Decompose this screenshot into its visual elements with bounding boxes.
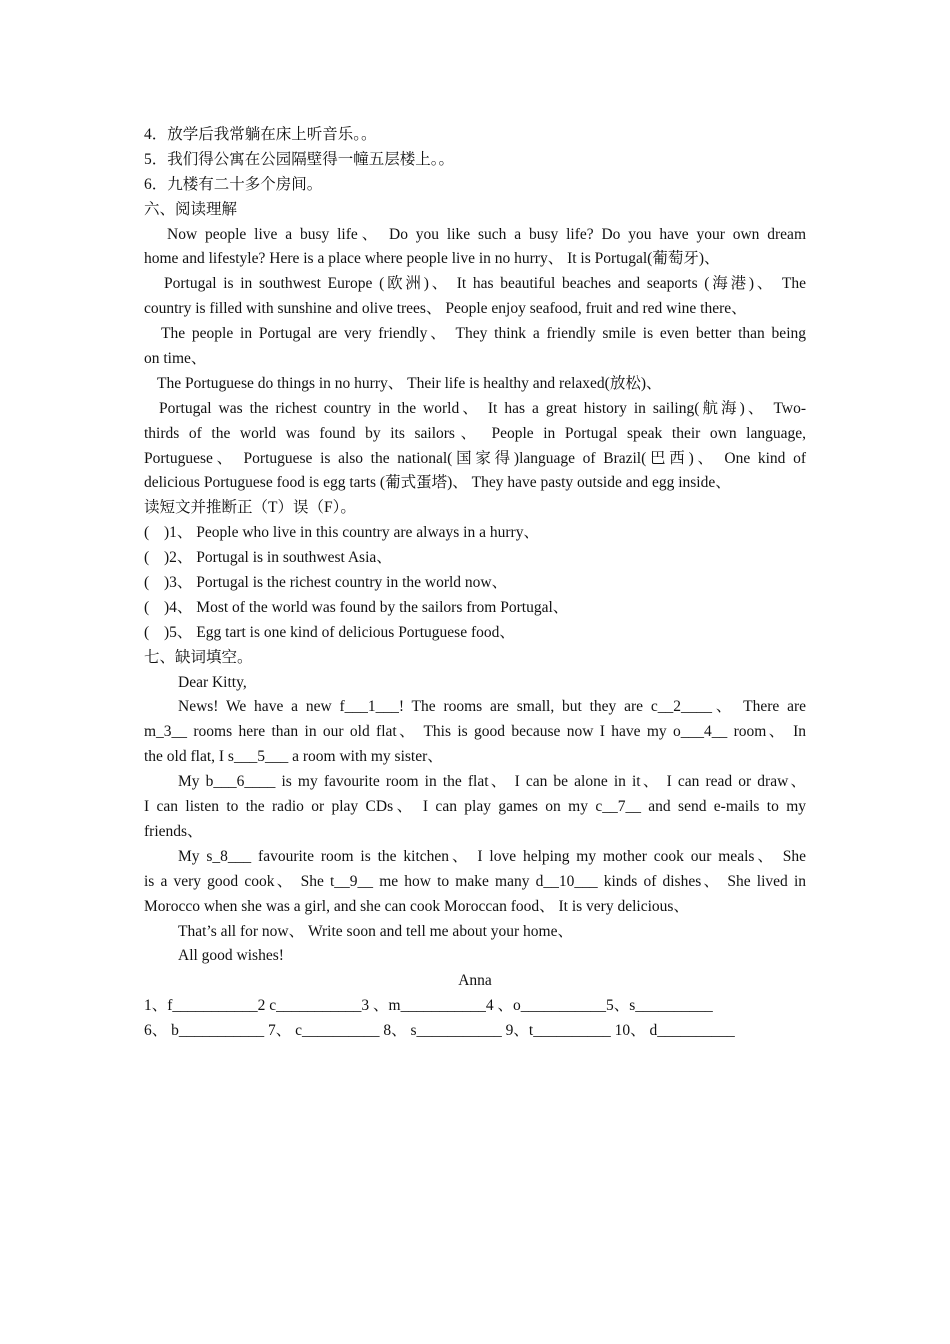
answer-bracket[interactable]: (	[144, 623, 150, 641]
letter-line: I can listen to the radio or play CDs、 I can play games on my c__7__ and send e-mails to my	[144, 798, 806, 816]
reading-paragraph-line: country is filled with sunshine and olive trees、 People enjoy seafood, fruit and red wine there、	[144, 300, 747, 318]
reading-paragraph-line: Portuguese、 Portuguese is also the national(国家得)language of Brazil(巴西)、 One kind of	[144, 449, 806, 467]
letter-line: My s_8___ favourite room is the kitchen、 I love helping my mother cook our meals、 She	[178, 847, 806, 865]
letter-line: Morocco when she was a girl, and she can cook Moroccan food、 It is very delicious、	[144, 897, 689, 915]
letter-line: News! We have a new f___1___! The rooms are small, but they are c__2____、 There are	[178, 698, 806, 716]
tf-question	[144, 571, 806, 596]
letter-salutation: Dear Kitty,	[178, 673, 247, 691]
tf-question	[144, 521, 806, 546]
tf-question	[144, 621, 806, 646]
letter-closing: All good wishes!	[178, 947, 284, 965]
question-number: )3、	[164, 574, 193, 592]
reading-paragraph-line: Now people live a busy life、 Do you like such a busy life? Do you have your own dream	[167, 225, 806, 243]
letter-line: m_3__ rooms here than in our old flat、 This is good because now I have my o___4__ room、 In	[144, 723, 806, 741]
letter-line: friends、	[144, 822, 203, 840]
tf-question	[144, 596, 806, 621]
question-number: )1、	[164, 524, 193, 542]
answer-bracket[interactable]: (	[144, 598, 150, 616]
letter-line: is a very good cook、 She t__9__ me how to make many d__10___ kinds of dishes、 She lived in	[144, 872, 806, 890]
answer-blanks-row[interactable]: 1、f___________2 c___________3 、m___________4 、o___________5、s__________	[144, 997, 713, 1015]
question-text: Egg tart is one kind of delicious Portuguese food、	[196, 623, 515, 641]
letter-line: My b___6____ is my favourite room in the flat、 I can be alone in it、 I can read or draw、	[178, 773, 806, 791]
answer-bracket[interactable]: (	[144, 549, 150, 567]
answer-blanks-row[interactable]: 6、 b___________ 7、 c__________ 8、 s___________ 9、t__________ 10、 d__________	[144, 1022, 735, 1040]
reading-paragraph-line: thirds of the world was found by its sailors、 People in Portugal speak their own language,	[144, 424, 806, 442]
cloze-heading: 七、缺词填空。	[144, 648, 253, 666]
letter-closing: That’s all for now、 Write soon and tell me about your home、	[178, 922, 573, 940]
reading-paragraph-line: home and lifestyle? Here is a place where people live in no hurry、 It is Portugal(葡萄牙)、	[144, 250, 720, 268]
reading-heading: 六、阅读理解	[144, 200, 238, 218]
letter-line: the old flat, I s___5___ a room with my sister、	[144, 748, 443, 766]
reading-paragraph-line: The people in Portugal are very friendly、 They think a friendly smile is even better than being	[161, 325, 806, 343]
translation-item-6: 6．九楼有二十多个房间。	[144, 175, 323, 193]
question-number: )4、	[164, 598, 193, 616]
answer-bracket[interactable]: (	[144, 524, 150, 542]
question-number: )5、	[164, 623, 193, 641]
question-text: Portugal is in southwest Asia、	[196, 549, 392, 567]
reading-instruction: 读短文并推断正（T）误（F）。	[144, 499, 356, 517]
question-text: People who live in this country are always in a hurry、	[196, 524, 539, 542]
question-text: Portugal is the richest country in the world now、	[196, 574, 508, 592]
reading-paragraph-line: Portugal is in southwest Europe (欧洲)、 It has beautiful beaches and seaports (海港)、 The	[164, 275, 806, 293]
reading-paragraph-line: on time、	[144, 350, 207, 368]
translation-item-4: 4．放学后我常躺在床上听音乐。。	[144, 126, 377, 143]
question-text: Most of the world was found by the sailors from Portugal、	[196, 598, 569, 616]
reading-paragraph-line: Portugal was the richest country in the world、 It has a great history in sailing(航海)、 Two-	[159, 399, 806, 417]
question-number: )2、	[164, 549, 193, 567]
translation-item-5: 5．我们得公寓在公园隔壁得一幢五层楼上。。	[144, 150, 455, 168]
tf-question	[144, 546, 806, 571]
reading-paragraph-line: delicious Portuguese food is egg tarts (葡式蛋塔)、 They have pasty outside and egg inside、	[144, 474, 731, 492]
answer-bracket[interactable]: (	[144, 574, 150, 592]
document-page	[144, 123, 806, 1044]
reading-paragraph-line: The Portuguese do things in no hurry、 Their life is healthy and relaxed(放松)、	[157, 374, 662, 392]
letter-signature: Anna	[458, 972, 492, 990]
